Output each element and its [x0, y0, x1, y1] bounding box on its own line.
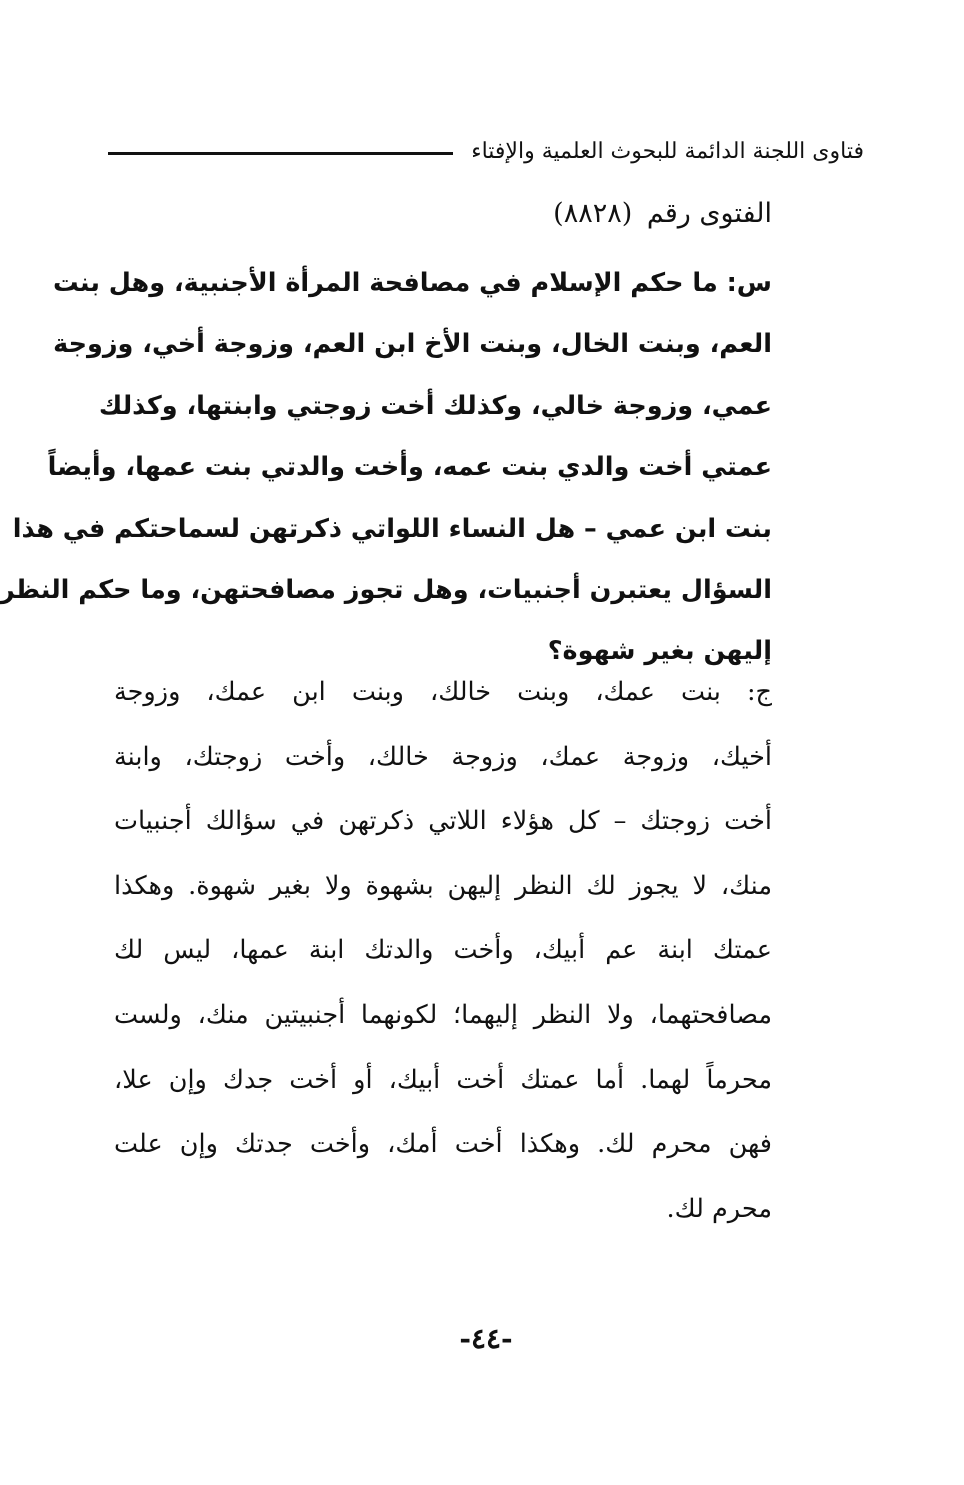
answer-line: أخت زوجتك – كل هؤلاء اللاتي ذكرتهن في سؤالك أجنبيات [114, 806, 772, 837]
answer-paragraph [114, 660, 772, 1241]
answer-line: منك، لا يجوز لك النظر إليهن بشهوة ولا بغير شهوة. وهكذا [114, 870, 772, 901]
running-header-title: فتاوى اللجنة الدائمة للبحوث العلمية والإفتاء [471, 138, 864, 164]
answer-line: عمتك ابنة عم أبيك، وأخت والدتك ابنة عمها، ليس لك [114, 935, 772, 966]
fatwa-heading [553, 198, 772, 229]
fatwa-number: (٨٨٢٨) [553, 198, 633, 229]
question-line: إليهن بغير شهوة؟ [547, 636, 772, 667]
answer-line: مصافحتهما، ولا النظر إليهما؛ لكونهما أجنبيتين منك، ولست [114, 999, 772, 1030]
page-number: -٤٤- [459, 1322, 513, 1355]
running-header [108, 128, 864, 174]
header-rule [108, 152, 453, 155]
question-line: عمي، وزوجة خالي، وكذلك أخت زوجتي وابنتها، وكذلك [98, 390, 772, 421]
question-paragraph [0, 253, 772, 683]
answer-line: محرماً لهما. أما عمتك أخت أبيك، أو أخت جدك وإن علا، [114, 1064, 772, 1095]
answer-line: محرم لك. [666, 1193, 772, 1224]
answer-line: ج: بنت عمك، وبنت خالك، وبنت ابن عمك، وزوجة [114, 677, 772, 707]
answer-line: فهن محرم لك. وهكذا أخت أمك، وأخت جدتك وإن علت [114, 1129, 772, 1160]
answer-line: أخيك، وزوجة عمك، وزوجة خالك، وأخت زوجتك، وابنة [114, 741, 772, 772]
question-line: س: ما حكم الإسلام في مصافحة المرأة الأجنبية، وهل بنت [52, 268, 772, 298]
question-line: العم، وبنت الخال، وبنت الأخ ابن العم، وزوجة أخي، وزوجة [53, 329, 772, 360]
question-line: بنت ابن عمي – هل النساء اللواتي ذكرتهن لسماحتكم في هذا [12, 513, 772, 544]
question-line: السؤال يعتبرن أجنبيات، وهل تجوز مصافحتهن، وما حكم النظر [0, 574, 772, 605]
fatwa-label: الفتوى رقم [646, 198, 772, 229]
question-line: عمتي أخت والدي بنت عمه، وأخت والدتي بنت عمها، وأيضاً [47, 452, 772, 483]
